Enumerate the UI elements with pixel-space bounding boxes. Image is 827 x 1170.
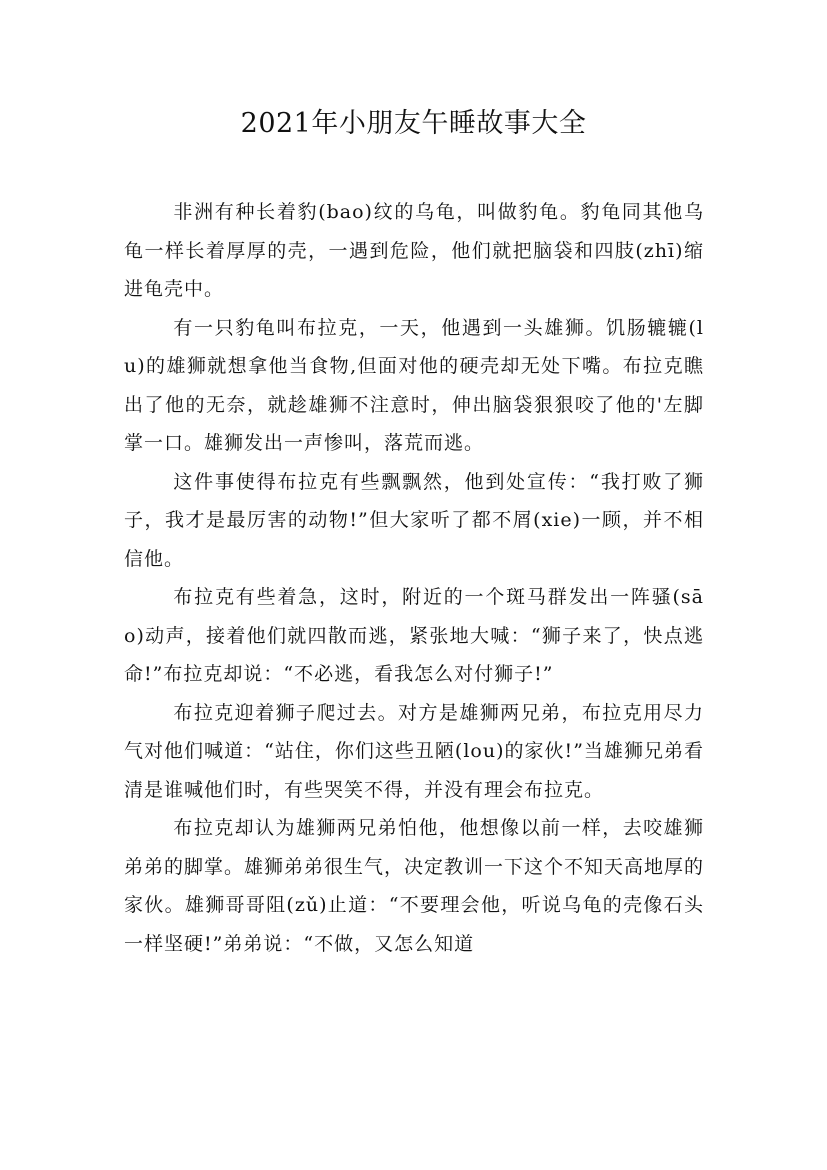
document-body xyxy=(124,193,704,963)
paragraph: 这件事使得布拉克有些飘飘然，他到处宣传：“我打败了狮子，我才是最厉害的动物!”但大家听了都不屑(xie)一顾，并不相信他。 xyxy=(124,470,704,570)
paragraph: 有一只豹龟叫布拉克，一天，他遇到一头雄狮。饥肠辘辘(lu)的雄狮就想拿他当食物,但面对他的硬壳却无处下嘴。布拉克瞧出了他的无奈，就趁雄狮不注意时，伸出脑袋狠狠咬了他的'左脚掌一口。雄狮发出一声惨叫，落荒而逃。 xyxy=(124,316,704,454)
paragraph: 非洲有种长着豹(bao)纹的乌龟，叫做豹龟。豹龟同其他乌龟一样长着厚厚的壳，一遇到危险，他们就把脑袋和四肢(zhī)缩进龟壳中。 xyxy=(124,201,704,300)
paragraph: 布拉克迎着狮子爬过去。对方是雄狮两兄弟，布拉克用尽力气对他们喊道：“站住，你们这些丑陋(lou)的家伙!”当雄狮兄弟看清是谁喊他们时，有些哭笑不得，并没有理会布拉克。 xyxy=(124,701,704,801)
page-title: 2021年小朋友午睡故事大全 xyxy=(240,108,587,139)
paragraph: 布拉克却认为雄狮两兄弟怕他，他想像以前一样，去咬雄狮弟弟的脚掌。雄狮弟弟很生气，决定教训一下这个不知天高地厚的家伙。雄狮哥哥阻(zǔ)止道：“不要理会他，听说乌龟的壳像石头一样坚硬!”弟弟说：“不做，又怎么知道 xyxy=(124,817,705,955)
paragraph: 布拉克有些着急，这时，附近的一个斑马群发出一阵骚(sāo)动声，接着他们就四散而逃，紧张地大喊：“狮子来了，快点逃命!”布拉克却说：“不必逃，看我怎么对付狮子!” xyxy=(124,586,704,685)
